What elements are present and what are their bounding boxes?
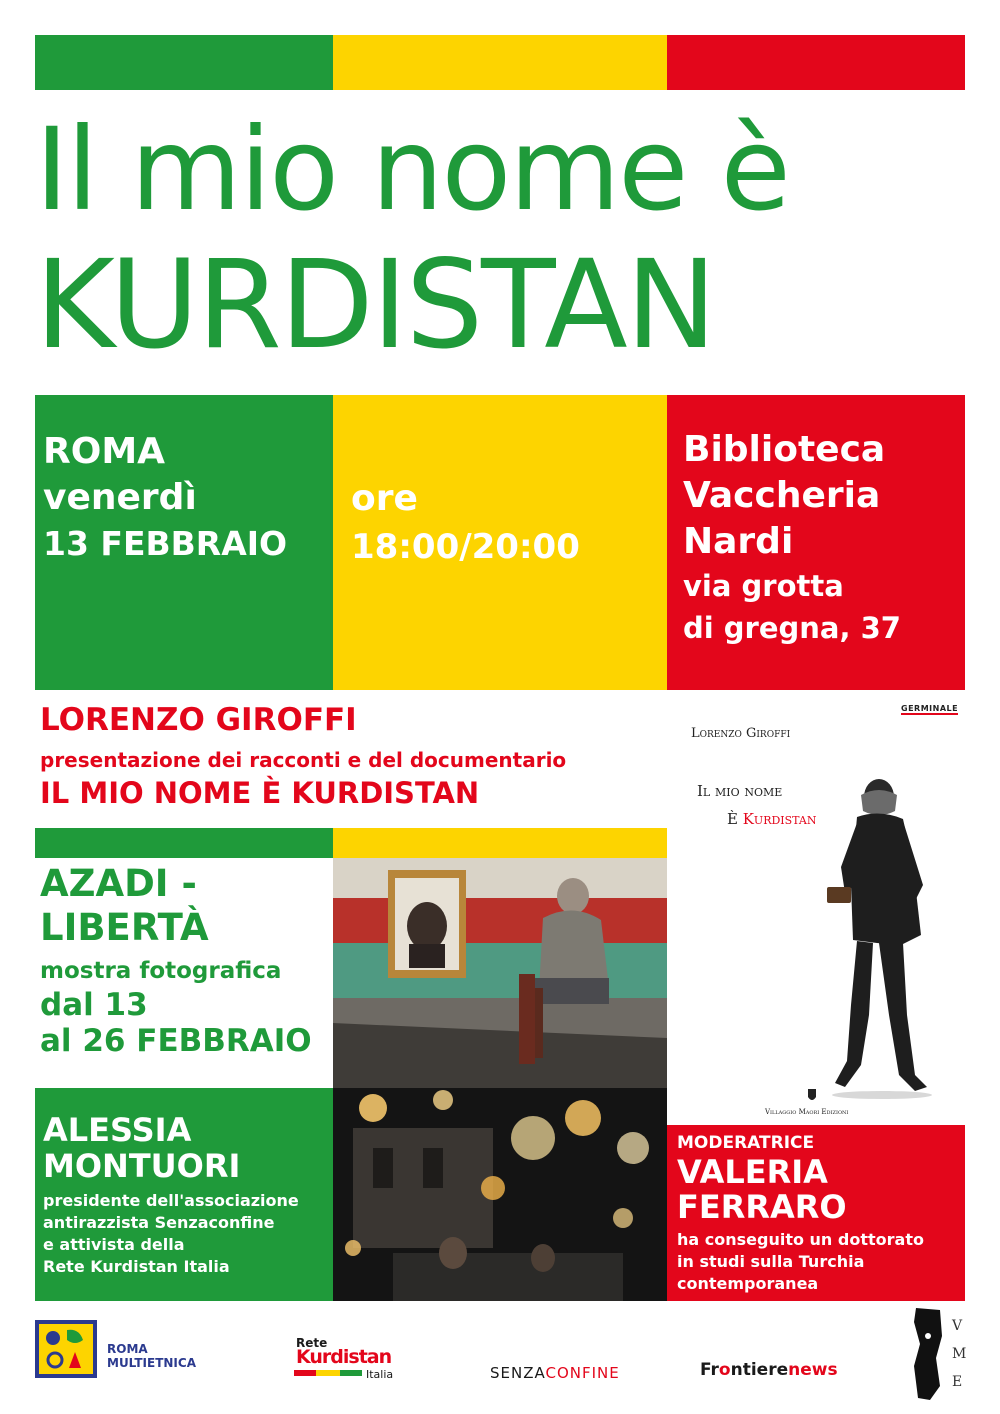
- photo-night-torches-illustration: [333, 1088, 667, 1301]
- speaker-panel: [35, 1088, 333, 1301]
- speaker-bio-line1: presidente dell'associazione: [43, 1191, 299, 1210]
- figure-leg-right: [879, 943, 927, 1091]
- top-color-stripe: [35, 35, 965, 90]
- address-line1: via grotta: [683, 569, 844, 603]
- photo-portrait-room-illustration: [333, 858, 667, 1088]
- time-panel: [333, 395, 667, 690]
- book-cover: [667, 700, 965, 1125]
- cover-title-line1: Il mio nome: [697, 782, 783, 800]
- logo-rete-kurdistan: [290, 1336, 410, 1386]
- exhibition-photo-night-torches: [333, 1088, 667, 1301]
- book-title: IL MIO NOME È KURDISTAN: [40, 776, 480, 810]
- moderator-bio-line3: contemporanea: [677, 1274, 819, 1293]
- figure-leg-left: [835, 941, 873, 1087]
- cover-author: Lorenzo Giroffi: [691, 726, 791, 741]
- stripe-yellow: [333, 35, 667, 90]
- cover-title-highlight: Kurdistan: [742, 810, 817, 828]
- logo-frontiere-news: [700, 1360, 838, 1380]
- venue-line1: Biblioteca: [683, 429, 886, 470]
- date-panel: [35, 395, 333, 690]
- cover-title-line2: [727, 810, 816, 828]
- vme-head-icon: [910, 1306, 946, 1402]
- mid-stripe-green: [35, 828, 333, 858]
- main-title-line1: Il mio nome è: [35, 103, 789, 236]
- exhibition-dates-line2: al 26 FEBBRAIO: [40, 1023, 312, 1059]
- stripe-green: [35, 35, 333, 90]
- speaker-name-line1: ALESSIA: [43, 1111, 192, 1149]
- frontiere-post: news: [788, 1360, 838, 1380]
- exhibition-photo-portrait-room: [333, 858, 667, 1088]
- frontiere-pre: Fr: [700, 1360, 719, 1380]
- exhibition-title-line2: LIBERTÀ: [40, 906, 209, 949]
- moderator-bio-line1: ha conseguito un dottorato: [677, 1230, 924, 1249]
- main-title-line2: KURDISTAN: [35, 234, 715, 376]
- senzaconfine-post: CONFINE: [545, 1364, 620, 1382]
- figure-wallet: [827, 887, 851, 903]
- moderator-name-line2: FERRARO: [677, 1188, 847, 1226]
- cover-imprint: Villaggio Maori Edizioni: [765, 1108, 849, 1116]
- address-line2: di gregna, 37: [683, 611, 901, 645]
- speaker-bio-line4: Rete Kurdistan Italia: [43, 1257, 230, 1276]
- event-time: 18:00/20:00: [351, 527, 580, 567]
- rete-kurdistan-main: Kurdistan: [296, 1346, 392, 1368]
- logo-roma-multietnica: [35, 1320, 215, 1380]
- time-label: ore: [351, 478, 418, 519]
- event-day: venerdì: [43, 477, 197, 518]
- vme-letter-e: E: [952, 1374, 963, 1390]
- figure-scarf: [861, 790, 897, 815]
- moderator-name-line1: VALERIA: [677, 1153, 828, 1191]
- exhibition-block: [40, 862, 312, 1060]
- speaker-bio-line2: antirazzista Senzaconfine: [43, 1213, 275, 1232]
- logo-vme: [910, 1306, 970, 1406]
- speaker-bio-line3: e attivista della: [43, 1235, 185, 1254]
- stripe-red: [667, 35, 965, 90]
- exhibition-subtitle: mostra fotografica: [40, 958, 282, 984]
- moderator-role: MODERATRICE: [677, 1133, 815, 1153]
- moderator-panel: [667, 1125, 965, 1301]
- frontiere-o: o: [718, 1360, 731, 1380]
- venue-panel: [667, 395, 965, 690]
- venue-line3: Nardi: [683, 521, 794, 562]
- senzaconfine-pre: SENZA: [490, 1364, 546, 1382]
- vme-letter-v: V: [952, 1318, 963, 1334]
- frontiere-mid: ntiere: [730, 1360, 789, 1380]
- speaker-name-line2: MONTUORI: [43, 1147, 241, 1185]
- cover-title-pre: È: [727, 810, 743, 828]
- roma-multietnica-icon: [35, 1320, 97, 1378]
- moderator-bio-line2: in studi sulla Turchia: [677, 1252, 865, 1271]
- exhibition-dates-line1: dal 13: [40, 987, 148, 1023]
- logo-senzaconfine: [490, 1364, 620, 1382]
- book-description: presentazione dei racconti e del documentario: [40, 748, 567, 772]
- book-author: LORENZO GIROFFI: [40, 702, 357, 738]
- figure-shadow: [832, 1091, 932, 1099]
- event-city: ROMA: [43, 431, 166, 472]
- imprint-logo-icon: [805, 1088, 819, 1104]
- rete-kurdistan-top: Rete: [296, 1336, 328, 1350]
- event-date: 13 FEBBRAIO: [43, 524, 288, 563]
- roma-multietnica-line1: ROMA: [107, 1342, 148, 1356]
- exhibition-title-line1: AZADI -: [40, 862, 197, 905]
- vme-letter-m: M: [952, 1346, 967, 1362]
- mid-stripe-yellow: [333, 828, 667, 858]
- venue-line2: Vaccheria: [683, 475, 881, 516]
- publisher-badge: GERMINALE: [901, 704, 959, 713]
- rete-kurdistan-flag-icon: [294, 1370, 362, 1376]
- rete-kurdistan-bottom: Italia: [366, 1368, 394, 1381]
- roma-multietnica-line2: MULTIETNICA: [107, 1356, 196, 1370]
- cover-figure-illustration: [817, 775, 947, 1105]
